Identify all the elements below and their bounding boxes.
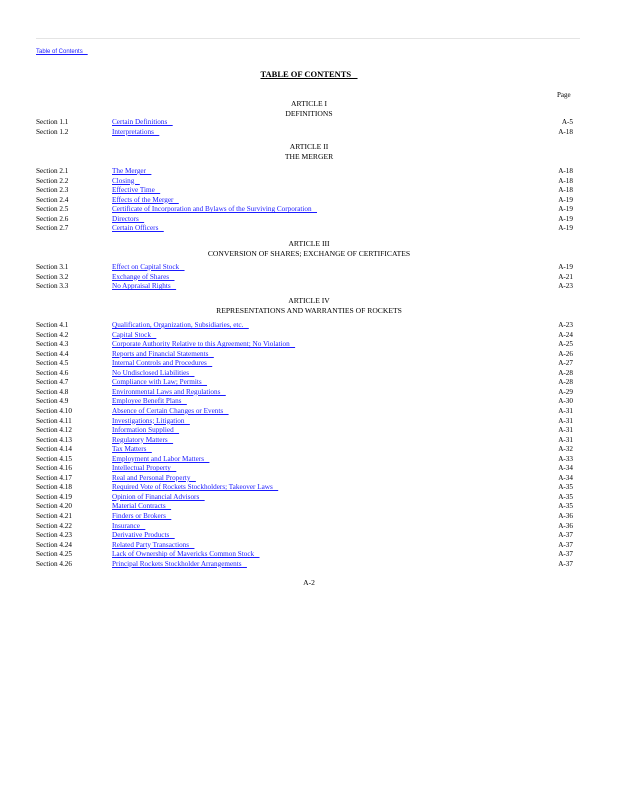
section-page-number: A-19: [558, 205, 573, 214]
section-page-number: A-36: [558, 512, 573, 520]
table-of-contents-link[interactable]: Table of Contents: [36, 49, 88, 55]
toc-row: [0, 205, 618, 215]
section-title-link[interactable]: Principal Rockets Stockholder Arrangements: [112, 559, 247, 568]
section-page-number: A-19: [558, 214, 573, 223]
section-title-link[interactable]: Certain Definitions: [112, 118, 173, 126]
toc-row: [0, 321, 618, 331]
section-title-link[interactable]: Material Contracts: [112, 502, 172, 511]
toc-row: [0, 493, 618, 503]
toc-row: [0, 350, 618, 360]
toc-row: [0, 541, 618, 551]
section-page-number: A-34: [558, 464, 573, 473]
section-number: Section 4.7: [36, 378, 69, 387]
section-page-number: A-31: [558, 435, 573, 444]
toc-row: [0, 397, 618, 407]
section-number: Section 4.22: [36, 521, 72, 530]
page-number-footer: A-2: [303, 578, 315, 587]
toc-row: [0, 464, 618, 474]
toc-row: [0, 550, 618, 560]
section-page-number: A-33: [558, 454, 573, 463]
section-number: Section 3.3: [36, 282, 69, 291]
section-page-number: A-18: [558, 176, 573, 185]
toc-row: [0, 359, 618, 369]
section-page-number: A-36: [558, 521, 573, 530]
section-title-link[interactable]: Real and Personal Property: [112, 473, 196, 482]
section-page-number: A-37: [558, 559, 573, 568]
section-page-number: A-31: [558, 416, 573, 425]
section-page-number: A-19: [558, 224, 573, 233]
section-title-link[interactable]: The Merger: [112, 167, 152, 175]
article-subtitle: DEFINITIONS: [285, 108, 333, 118]
section-page-number: A-30: [558, 397, 573, 406]
section-title-link[interactable]: Qualification, Organization, Subsidiaries, etc.: [112, 321, 249, 329]
section-number: Section 2.4: [36, 195, 69, 204]
section-page-number: A-35: [558, 483, 573, 492]
page-column-header: Page: [557, 91, 571, 99]
section-page-number: A-37: [558, 531, 573, 540]
toc-row: [0, 407, 618, 417]
section-number: Section 4.5: [36, 359, 69, 368]
section-title-link[interactable]: Lack of Ownership of Mavericks Common Stock: [112, 550, 260, 559]
toc-row: [0, 196, 618, 206]
toc-row: [0, 282, 618, 292]
section-number: Section 2.1: [36, 167, 69, 175]
toc-row: [0, 483, 618, 493]
toc-row: [0, 369, 618, 379]
top-divider: [36, 38, 580, 39]
section-page-number: A-25: [558, 340, 573, 349]
toc-row: [0, 512, 618, 522]
toc-row: [0, 186, 618, 196]
toc-row: [0, 273, 618, 283]
section-number: Section 1.1: [36, 118, 69, 126]
section-number: Section 4.24: [36, 540, 72, 549]
section-number: Section 2.2: [36, 176, 69, 185]
section-page-number: A-28: [558, 378, 573, 387]
section-title-link[interactable]: Related Party Transactions: [112, 540, 195, 549]
page-title: TABLE OF CONTENTS: [260, 69, 358, 79]
section-page-number: A-29: [558, 387, 573, 396]
section-title-link[interactable]: Information Supplied: [112, 426, 180, 435]
section-title-link[interactable]: Effective Time: [112, 186, 161, 195]
toc-row: [0, 215, 618, 225]
section-page-number: A-23: [558, 321, 573, 329]
section-title-link[interactable]: Corporate Authority Relative to this Agreement; No Violation: [112, 340, 296, 349]
section-page-number: A-35: [558, 502, 573, 511]
toc-row: [0, 331, 618, 341]
section-page-number: A-26: [558, 349, 573, 358]
section-number: Section 4.9: [36, 397, 69, 406]
toc-row: [0, 417, 618, 427]
article-subtitle: CONVERSION OF SHARES; EXCHANGE OF CERTIFICATES: [207, 248, 411, 258]
toc-row: [0, 436, 618, 446]
section-number: Section 4.14: [36, 445, 72, 454]
section-number: Section 4.26: [36, 559, 72, 568]
section-title-link[interactable]: Tax Matters: [112, 445, 152, 454]
section-number: Section 4.3: [36, 340, 69, 349]
section-page-number: A-18: [558, 167, 573, 175]
section-page-number: A-18: [558, 127, 573, 136]
article-label: ARTICLE I: [290, 99, 328, 108]
toc-row: [0, 340, 618, 350]
section-number: Section 4.8: [36, 387, 69, 396]
section-number: Section 4.15: [36, 454, 72, 463]
section-number: Section 4.25: [36, 550, 72, 559]
section-page-number: A-32: [558, 445, 573, 454]
section-number: Section 4.2: [36, 330, 69, 339]
section-number: Section 4.10: [36, 406, 72, 415]
section-number: Section 4.12: [36, 426, 72, 435]
section-title-link[interactable]: Absence of Certain Changes or Events: [112, 406, 229, 415]
section-title-link[interactable]: Employment and Labor Matters: [112, 454, 210, 463]
section-page-number: A-23: [558, 282, 573, 291]
section-number: Section 4.4: [36, 349, 69, 358]
section-title-link[interactable]: Certificate of Incorporation and Bylaws of the Surviving Corporation: [112, 205, 317, 214]
section-page-number: A-35: [558, 492, 573, 501]
section-page-number: A-34: [558, 473, 573, 482]
section-title-link[interactable]: Directors: [112, 214, 145, 223]
article-subtitle: REPRESENTATIONS AND WARRANTIES OF ROCKETS: [216, 305, 402, 315]
section-title-link[interactable]: No Appraisal Rights: [112, 282, 177, 291]
section-page-number: A-24: [558, 330, 573, 339]
section-page-number: A-37: [558, 540, 573, 549]
section-number: Section 2.3: [36, 186, 69, 195]
section-number: Section 1.2: [36, 127, 69, 136]
article-label: ARTICLE II: [289, 142, 329, 151]
section-page-number: A-27: [558, 359, 573, 368]
section-title-link[interactable]: Compliance with Law; Permits: [112, 378, 208, 387]
toc-row: [0, 167, 618, 177]
section-title-link[interactable]: Investigations; Litigation: [112, 416, 190, 425]
section-number: Section 2.5: [36, 205, 69, 214]
toc-row: [0, 378, 618, 388]
toc-row: [0, 522, 618, 532]
toc-row: [0, 445, 618, 455]
toc-row: [0, 118, 618, 128]
section-number: Section 4.1: [36, 321, 69, 329]
section-number: Section 3.1: [36, 263, 69, 271]
section-number: Section 2.6: [36, 214, 69, 223]
toc-row: [0, 531, 618, 541]
section-title-link[interactable]: Required Vote of Rockets Stockholders; Takeover Laws: [112, 483, 279, 492]
section-title-link[interactable]: Effects of the Merger: [112, 195, 179, 204]
section-title-link[interactable]: Reports and Financial Statements: [112, 349, 214, 358]
section-number: Section 3.2: [36, 272, 69, 281]
toc-row: [0, 426, 618, 436]
section-number: Section 4.6: [36, 368, 69, 377]
section-number: Section 4.20: [36, 502, 72, 511]
article-subtitle: THE MERGER: [284, 151, 334, 161]
section-number: Section 4.23: [36, 531, 72, 540]
section-title-link[interactable]: Exchange of Shares: [112, 272, 175, 281]
section-title-link[interactable]: Employee Benefit Plans: [112, 397, 187, 406]
section-page-number: A-37: [558, 550, 573, 559]
article-label: ARTICLE III: [288, 239, 330, 248]
section-page-number: A-31: [558, 406, 573, 415]
section-page-number: A-28: [558, 368, 573, 377]
toc-row: [0, 128, 618, 138]
section-number: Section 4.13: [36, 435, 72, 444]
section-title-link[interactable]: No Undisclosed Liabilities: [112, 368, 195, 377]
section-title-link[interactable]: Insurance: [112, 521, 146, 530]
section-title-link[interactable]: Intellectual Property: [112, 464, 177, 473]
toc-row: [0, 455, 618, 465]
toc-row: [0, 388, 618, 398]
section-title-link[interactable]: Internal Controls and Procedures: [112, 359, 213, 368]
section-title-link[interactable]: Derivative Products: [112, 531, 175, 540]
section-title-link[interactable]: Interpretations: [112, 127, 160, 136]
article-label: ARTICLE IV: [288, 296, 330, 305]
section-title-link[interactable]: Regulatory Matters: [112, 435, 174, 444]
section-page-number: A-18: [558, 186, 573, 195]
section-page-number: A-19: [558, 263, 573, 271]
section-title-link[interactable]: Closing: [112, 176, 140, 185]
toc-row: [0, 224, 618, 234]
section-number: Section 4.16: [36, 464, 72, 473]
section-title-link[interactable]: Effect on Capital Stock: [112, 263, 185, 271]
section-page-number: A-5: [561, 118, 573, 126]
section-title-link[interactable]: Opinion of Financial Advisors: [112, 492, 205, 501]
toc-row: [0, 177, 618, 187]
section-number: Section 2.7: [36, 224, 69, 233]
section-number: Section 4.18: [36, 483, 72, 492]
section-title-link[interactable]: Finders or Brokers: [112, 512, 172, 520]
section-number: Section 4.11: [36, 416, 72, 425]
section-page-number: A-21: [558, 272, 573, 281]
section-page-number: A-31: [558, 426, 573, 435]
toc-row: [0, 263, 618, 273]
section-number: Section 4.21: [36, 512, 72, 520]
section-number: Section 4.19: [36, 492, 72, 501]
section-page-number: A-19: [558, 195, 573, 204]
toc-row: [0, 502, 618, 512]
section-number: Section 4.17: [36, 473, 72, 482]
section-title-link[interactable]: Capital Stock: [112, 330, 157, 339]
toc-row: [0, 560, 618, 570]
section-title-link[interactable]: Environmental Laws and Regulations: [112, 387, 226, 396]
section-title-link[interactable]: Certain Officers: [112, 224, 164, 233]
toc-row: [0, 474, 618, 484]
